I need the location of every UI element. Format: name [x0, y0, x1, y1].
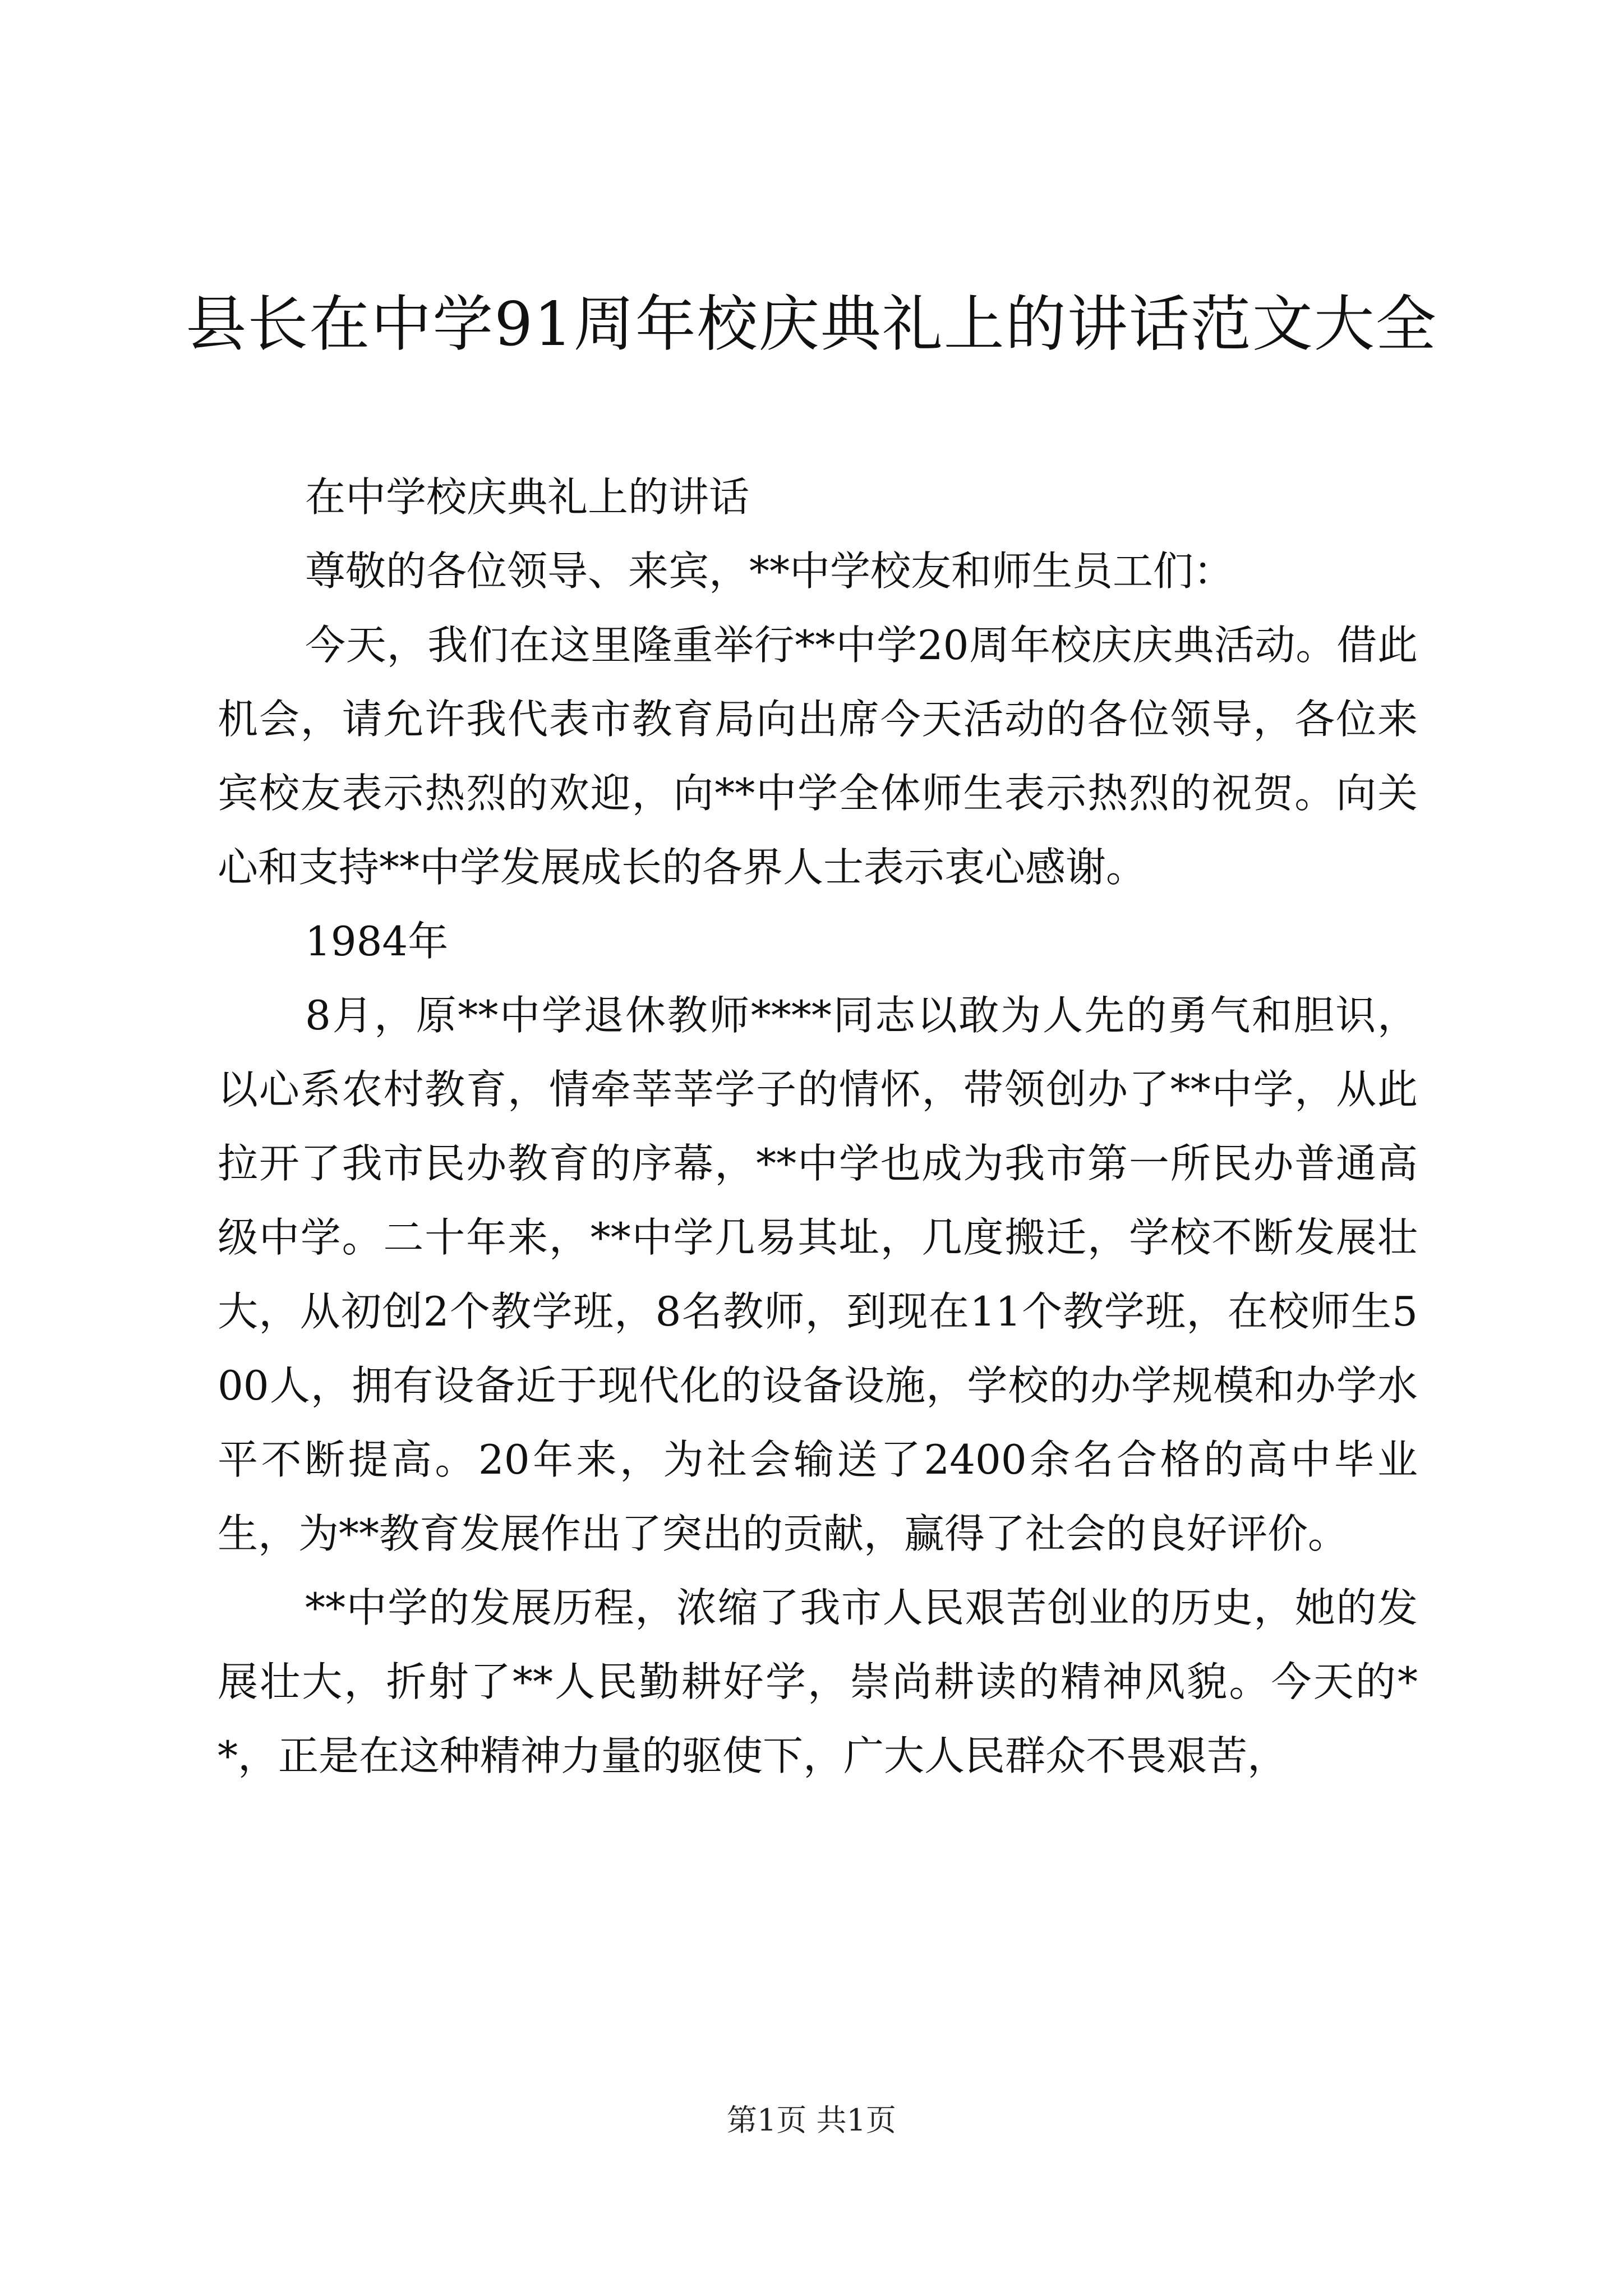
- paragraph: 1984年: [305, 918, 449, 965]
- document-title: 县长在中学91周年校庆典礼上的讲话范文大全: [186, 289, 1437, 360]
- paragraph: 尊敬的各位领导、来宾，**中学校友和师生员工们：: [305, 547, 1234, 595]
- paragraph: 在中学校庆典礼上的讲话: [305, 473, 750, 521]
- paragraph: **中学的发展历程，浓缩了我市人民艰苦创业的历史，她的发展壮大，折射了**人民勤耕好学，崇尚耕读的精神风貌。今天的**，正是在这种精神力量的驱使下，广大人民群众不畏艰苦，: [218, 1584, 1418, 1779]
- paragraph: 8月，原**中学退休教师****同志以敢为人先的勇气和胆识，以心系农村教育，情牵莘莘学子的情怀，带领创办了**中学，从此拉开了我市民办教育的序幕，**中学也成为我市第一所民办普通高级中学。二十年来，**中学几易其址，几度搬迁，学校不断发展壮大，从初创2个教学班，8名教师，到现在11个教学班，在校师生500人，拥有设备近于现代化的设备设施，学校的办学规模和办学水平不断提高。20年来，为社会输送了2400余名合格的高中毕业生，为**教育发展作出了突出的贡献，赢得了社会的良好评价。: [218, 992, 1418, 1557]
- document-body: [218, 460, 1418, 1793]
- paragraph: 今天，我们在这里隆重举行**中学20周年校庆庆典活动。借此机会，请允许我代表市教育局向出席今天活动的各位领导，各位来宾校友表示热烈的欢迎，向**中学全体师生表示热烈的祝贺。向关心和支持**中学发展成长的各界人士表示衷心感谢。: [218, 622, 1418, 891]
- page-footer: 第1页 共1页: [727, 2102, 896, 2138]
